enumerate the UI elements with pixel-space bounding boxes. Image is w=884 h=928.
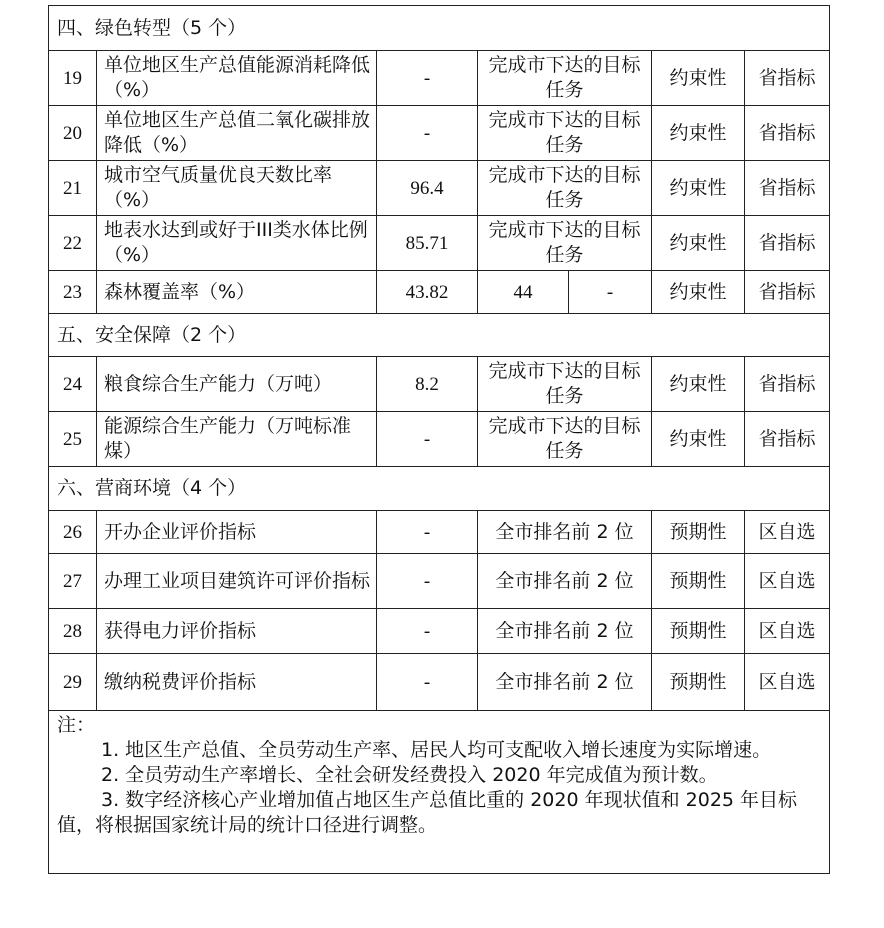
section-title: 五、安全保障（2 个） (49, 314, 830, 357)
table-row (49, 357, 830, 412)
section-title: 四、绿色转型（5 个） (49, 6, 830, 51)
section-header-row (49, 467, 830, 511)
table-row (49, 654, 830, 711)
base-value: - (377, 654, 478, 711)
target-value: 完成市下达的目标任务 (478, 216, 652, 271)
indicator-type: 省指标 (745, 51, 830, 106)
target-value: 完成市下达的目标任务 (478, 412, 652, 467)
indicator-name: 粮食综合生产能力（万吨） (97, 357, 377, 412)
row-number: 23 (49, 271, 97, 314)
section-title: 六、营商环境（4 个） (49, 467, 830, 511)
indicator-name: 缴纳税费评价指标 (97, 654, 377, 711)
indicator-attribute: 预期性 (652, 609, 745, 654)
section-header-row (49, 314, 830, 357)
indicator-type: 省指标 (745, 216, 830, 271)
note-item: 2. 全员劳动生产率增长、全社会研发经费投入 2020 年完成值为预计数。 (101, 764, 718, 786)
indicator-type: 省指标 (745, 357, 830, 412)
table-row (49, 271, 830, 314)
target-value: 全市排名前 2 位 (478, 654, 652, 711)
indicator-name: 单位地区生产总值二氧化碳排放降低（%） (97, 106, 377, 161)
notes-row (49, 711, 830, 874)
indicator-name: 单位地区生产总值能源消耗降低（%） (97, 51, 377, 106)
indicator-type: 省指标 (745, 161, 830, 216)
base-value: - (377, 554, 478, 609)
indicator-name: 城市空气质量优良天数比率（%） (97, 161, 377, 216)
indicator-name: 能源综合生产能力（万吨标准煤） (97, 412, 377, 467)
row-number: 24 (49, 357, 97, 412)
row-number: 29 (49, 654, 97, 711)
indicator-attribute: 约束性 (652, 161, 745, 216)
indicator-attribute: 预期性 (652, 654, 745, 711)
base-value: 43.82 (377, 271, 478, 314)
table-row (49, 412, 830, 467)
row-number: 26 (49, 511, 97, 554)
indicator-type: 区自选 (745, 654, 830, 711)
indicator-attribute: 约束性 (652, 412, 745, 467)
section-header-row (49, 6, 830, 51)
indicator-name: 获得电力评价指标 (97, 609, 377, 654)
note-item: 1. 地区生产总值、全员劳动生产率、居民人均可支配收入增长速度为实际增速。 (101, 739, 772, 761)
base-value: - (377, 106, 478, 161)
notes-heading: 注： (57, 714, 96, 736)
indicator-attribute: 约束性 (652, 271, 745, 314)
table-row (49, 216, 830, 271)
base-value: 85.71 (377, 216, 478, 271)
indicator-type: 区自选 (745, 554, 830, 609)
growth-value: - (569, 271, 652, 314)
indicator-name: 办理工业项目建筑许可评价指标 (97, 554, 377, 609)
base-value: - (377, 609, 478, 654)
target-value: 完成市下达的目标任务 (478, 51, 652, 106)
row-number: 27 (49, 554, 97, 609)
indicator-name: 开办企业评价指标 (97, 511, 377, 554)
row-number: 19 (49, 51, 97, 106)
table-row (49, 161, 830, 216)
row-number: 28 (49, 609, 97, 654)
table-row (49, 609, 830, 654)
row-number: 20 (49, 106, 97, 161)
base-value: 8.2 (377, 357, 478, 412)
base-value: 96.4 (377, 161, 478, 216)
indicator-type: 省指标 (745, 106, 830, 161)
target-value: 全市排名前 2 位 (478, 511, 652, 554)
target-value: 完成市下达的目标任务 (478, 357, 652, 412)
table-row (49, 511, 830, 554)
table-row (49, 554, 830, 609)
row-number: 22 (49, 216, 97, 271)
row-number: 21 (49, 161, 97, 216)
table-row (49, 106, 830, 161)
note-item: 3. 数字经济核心产业增加值占地区生产总值比重的 2020 年现状值和 2025 年目标值，将根据国家统计局的统计口径进行调整。 (57, 789, 798, 836)
indicator-attribute: 约束性 (652, 51, 745, 106)
indicator-type: 区自选 (745, 609, 830, 654)
target-value: 完成市下达的目标任务 (478, 161, 652, 216)
target-value: 完成市下达的目标任务 (478, 106, 652, 161)
indicator-attribute: 约束性 (652, 357, 745, 412)
indicator-attribute: 预期性 (652, 511, 745, 554)
target-value: 全市排名前 2 位 (478, 609, 652, 654)
indicator-table (48, 5, 830, 874)
indicator-name: 地表水达到或好于III类水体比例（%） (97, 216, 377, 271)
indicator-attribute: 约束性 (652, 106, 745, 161)
base-value: - (377, 51, 478, 106)
table-row (49, 51, 830, 106)
target-value: 全市排名前 2 位 (478, 554, 652, 609)
notes-cell (49, 711, 830, 874)
indicator-type: 省指标 (745, 412, 830, 467)
indicator-attribute: 约束性 (652, 216, 745, 271)
indicator-type: 区自选 (745, 511, 830, 554)
target-value: 44 (478, 271, 569, 314)
indicator-name: 森林覆盖率（%） (97, 271, 377, 314)
row-number: 25 (49, 412, 97, 467)
indicator-type: 省指标 (745, 271, 830, 314)
indicator-attribute: 预期性 (652, 554, 745, 609)
base-value: - (377, 511, 478, 554)
base-value: - (377, 412, 478, 467)
